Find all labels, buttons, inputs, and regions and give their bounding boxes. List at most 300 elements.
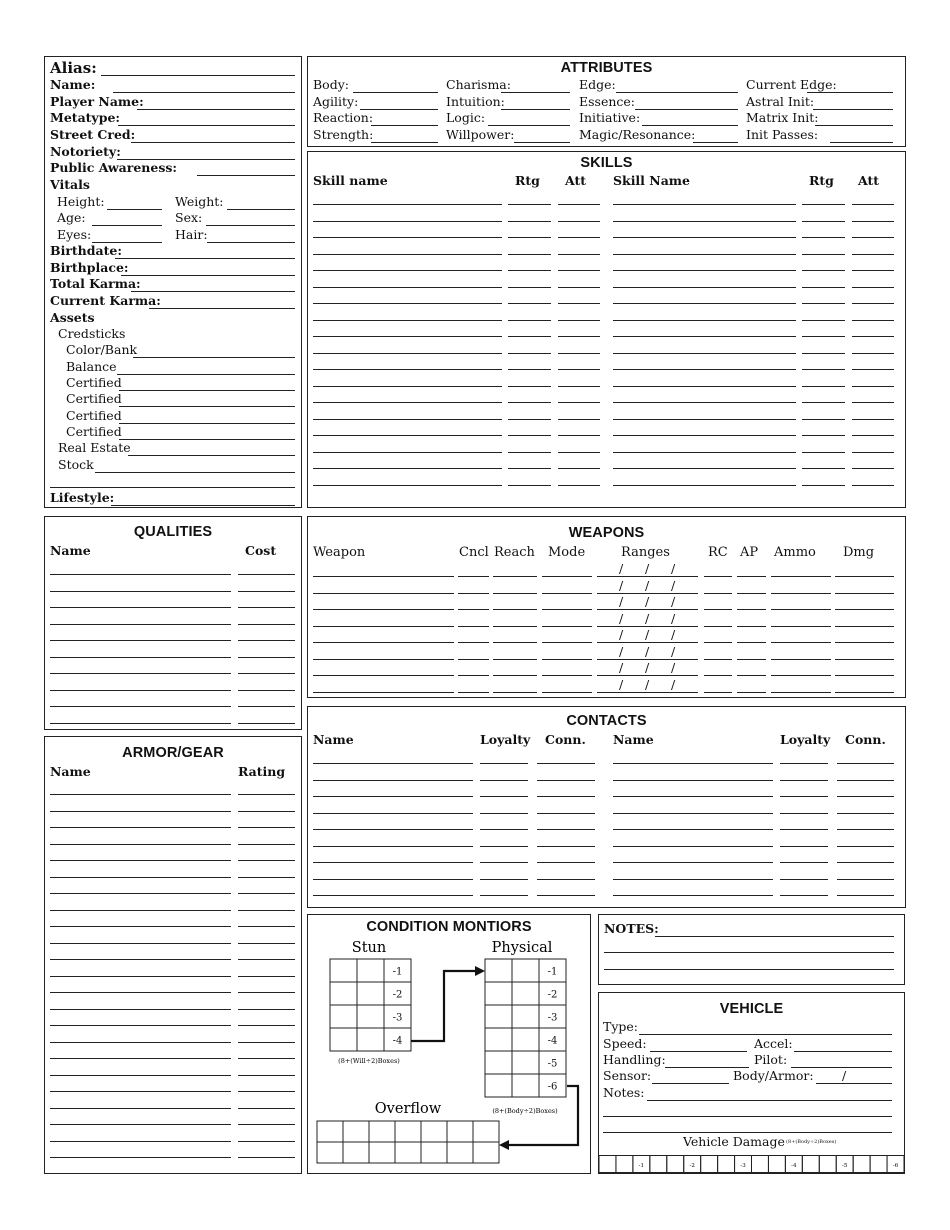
weapon-entry-line[interactable] bbox=[493, 609, 537, 610]
weapon-entry-line[interactable] bbox=[542, 642, 592, 643]
gear-name-line[interactable] bbox=[50, 943, 231, 944]
contact-entry-line[interactable] bbox=[837, 796, 894, 797]
certified-field-2[interactable] bbox=[119, 406, 295, 407]
contact-entry-line[interactable] bbox=[780, 780, 828, 781]
weapon-entry-line[interactable] bbox=[737, 609, 766, 610]
contact-entry-line[interactable] bbox=[613, 796, 773, 797]
contact-entry-line[interactable] bbox=[780, 796, 828, 797]
gear-rating-line[interactable] bbox=[238, 1075, 295, 1076]
weapon-entry-line[interactable] bbox=[313, 675, 454, 676]
lifestyle-field[interactable] bbox=[111, 505, 295, 506]
contact-entry-line[interactable] bbox=[537, 862, 595, 863]
public-awareness-field[interactable] bbox=[197, 175, 295, 176]
skill-entry-line[interactable] bbox=[313, 303, 502, 304]
quality-name-line[interactable] bbox=[50, 607, 231, 608]
contact-entry-line[interactable] bbox=[480, 862, 528, 863]
skill-entry-line[interactable] bbox=[313, 468, 502, 469]
gear-rating-line[interactable] bbox=[238, 811, 295, 812]
contact-entry-line[interactable] bbox=[537, 829, 595, 830]
gear-rating-line[interactable] bbox=[238, 1058, 295, 1059]
weapon-entry-line[interactable] bbox=[704, 626, 732, 627]
contact-entry-line[interactable] bbox=[537, 796, 595, 797]
skill-entry-line[interactable] bbox=[852, 402, 894, 403]
contact-entry-line[interactable] bbox=[780, 895, 828, 896]
gear-rating-line[interactable] bbox=[238, 1108, 295, 1109]
contact-entry-line[interactable] bbox=[837, 813, 894, 814]
notes-line[interactable] bbox=[604, 969, 894, 970]
skill-entry-line[interactable] bbox=[313, 353, 502, 354]
skill-entry-line[interactable] bbox=[852, 237, 894, 238]
gear-name-line[interactable] bbox=[50, 1009, 231, 1010]
attribute-field[interactable] bbox=[501, 109, 570, 110]
weapon-entry-line[interactable] bbox=[493, 692, 537, 693]
skill-entry-line[interactable] bbox=[558, 353, 600, 354]
skill-entry-line[interactable] bbox=[613, 386, 796, 387]
gear-rating-line[interactable] bbox=[238, 992, 295, 993]
gear-rating-line[interactable] bbox=[238, 926, 295, 927]
attribute-field[interactable] bbox=[815, 125, 893, 126]
skill-entry-line[interactable] bbox=[613, 254, 796, 255]
skill-entry-line[interactable] bbox=[802, 435, 845, 436]
weapon-entry-line[interactable] bbox=[493, 576, 537, 577]
skill-entry-line[interactable] bbox=[852, 254, 894, 255]
contact-entry-line[interactable] bbox=[780, 763, 828, 764]
skill-entry-line[interactable] bbox=[313, 320, 502, 321]
attribute-field[interactable] bbox=[501, 92, 570, 93]
skill-entry-line[interactable] bbox=[558, 303, 600, 304]
contact-entry-line[interactable] bbox=[837, 763, 894, 764]
gear-rating-line[interactable] bbox=[238, 794, 295, 795]
weapon-entry-line[interactable] bbox=[835, 626, 894, 627]
skill-entry-line[interactable] bbox=[613, 204, 796, 205]
gear-name-line[interactable] bbox=[50, 844, 231, 845]
weapon-entry-line[interactable] bbox=[771, 626, 831, 627]
weapon-entry-line[interactable] bbox=[313, 576, 454, 577]
skill-entry-line[interactable] bbox=[558, 270, 600, 271]
skill-entry-line[interactable] bbox=[613, 221, 796, 222]
quality-name-line[interactable] bbox=[50, 624, 231, 625]
contact-entry-line[interactable] bbox=[480, 829, 528, 830]
player-name-field[interactable] bbox=[137, 109, 295, 110]
skill-entry-line[interactable] bbox=[613, 287, 796, 288]
skill-entry-line[interactable] bbox=[558, 254, 600, 255]
weapon-entry-line[interactable] bbox=[542, 593, 592, 594]
height-field[interactable] bbox=[107, 209, 162, 210]
skill-entry-line[interactable] bbox=[508, 402, 551, 403]
contact-entry-line[interactable] bbox=[613, 829, 773, 830]
weapon-entry-line[interactable] bbox=[771, 675, 831, 676]
vehicle-type-field[interactable] bbox=[639, 1034, 892, 1035]
birthdate-field[interactable] bbox=[115, 258, 295, 259]
vehicle-notes-line[interactable] bbox=[603, 1132, 892, 1133]
current-karma-field[interactable] bbox=[149, 308, 295, 309]
quality-name-line[interactable] bbox=[50, 640, 231, 641]
skill-entry-line[interactable] bbox=[313, 435, 502, 436]
contact-entry-line[interactable] bbox=[837, 846, 894, 847]
skill-entry-line[interactable] bbox=[613, 435, 796, 436]
weapon-entry-line[interactable] bbox=[313, 626, 454, 627]
color-bank-field[interactable] bbox=[133, 357, 295, 358]
total-karma-field[interactable] bbox=[131, 291, 295, 292]
contact-entry-line[interactable] bbox=[613, 879, 773, 880]
contact-entry-line[interactable] bbox=[613, 763, 773, 764]
skill-entry-line[interactable] bbox=[802, 221, 845, 222]
contact-entry-line[interactable] bbox=[837, 895, 894, 896]
name-field[interactable] bbox=[113, 92, 295, 93]
attribute-field[interactable] bbox=[830, 142, 893, 143]
gear-name-line[interactable] bbox=[50, 910, 231, 911]
gear-name-line[interactable] bbox=[50, 893, 231, 894]
gear-rating-line[interactable] bbox=[238, 1124, 295, 1125]
skill-entry-line[interactable] bbox=[508, 336, 551, 337]
skill-entry-line[interactable] bbox=[802, 204, 845, 205]
certified-field-1[interactable] bbox=[119, 390, 295, 391]
gear-name-line[interactable] bbox=[50, 827, 231, 828]
contact-entry-line[interactable] bbox=[313, 846, 473, 847]
skill-entry-line[interactable] bbox=[852, 468, 894, 469]
weapon-entry-line[interactable] bbox=[458, 692, 489, 693]
skill-entry-line[interactable] bbox=[613, 320, 796, 321]
contact-entry-line[interactable] bbox=[780, 879, 828, 880]
contact-entry-line[interactable] bbox=[313, 780, 473, 781]
contact-entry-line[interactable] bbox=[480, 813, 528, 814]
skill-entry-line[interactable] bbox=[613, 452, 796, 453]
quality-name-line[interactable] bbox=[50, 574, 231, 575]
skill-entry-line[interactable] bbox=[802, 369, 845, 370]
gear-rating-line[interactable] bbox=[238, 1141, 295, 1142]
weapon-entry-line[interactable] bbox=[737, 576, 766, 577]
skill-entry-line[interactable] bbox=[558, 485, 600, 486]
weapon-entry-line[interactable] bbox=[542, 692, 592, 693]
skill-entry-line[interactable] bbox=[802, 303, 845, 304]
contact-entry-line[interactable] bbox=[837, 862, 894, 863]
gear-rating-line[interactable] bbox=[238, 1025, 295, 1026]
quality-cost-line[interactable] bbox=[238, 657, 295, 658]
skill-entry-line[interactable] bbox=[802, 452, 845, 453]
skill-entry-line[interactable] bbox=[802, 402, 845, 403]
skill-entry-line[interactable] bbox=[558, 237, 600, 238]
weapon-entry-line[interactable] bbox=[835, 692, 894, 693]
weapon-entry-line[interactable] bbox=[493, 593, 537, 594]
weapon-entry-line[interactable] bbox=[458, 642, 489, 643]
contact-entry-line[interactable] bbox=[613, 813, 773, 814]
weapon-entry-line[interactable] bbox=[458, 576, 489, 577]
skill-entry-line[interactable] bbox=[802, 287, 845, 288]
weight-field[interactable] bbox=[227, 209, 295, 210]
balance-field[interactable] bbox=[117, 374, 295, 375]
gear-rating-line[interactable] bbox=[238, 1157, 295, 1158]
weapon-entry-line[interactable] bbox=[771, 692, 831, 693]
attribute-field[interactable] bbox=[488, 125, 570, 126]
skill-entry-line[interactable] bbox=[613, 468, 796, 469]
quality-cost-line[interactable] bbox=[238, 591, 295, 592]
contact-entry-line[interactable] bbox=[837, 780, 894, 781]
gear-rating-line[interactable] bbox=[238, 959, 295, 960]
skill-entry-line[interactable] bbox=[558, 320, 600, 321]
contact-entry-line[interactable] bbox=[613, 895, 773, 896]
attribute-field[interactable] bbox=[371, 142, 438, 143]
gear-name-line[interactable] bbox=[50, 877, 231, 878]
skill-entry-line[interactable] bbox=[558, 204, 600, 205]
weapon-entry-line[interactable] bbox=[542, 675, 592, 676]
vehicle-accel-field[interactable] bbox=[794, 1051, 892, 1052]
weapon-entry-line[interactable] bbox=[737, 626, 766, 627]
contact-entry-line[interactable] bbox=[313, 763, 473, 764]
contact-entry-line[interactable] bbox=[837, 879, 894, 880]
gear-name-line[interactable] bbox=[50, 1157, 231, 1158]
weapon-entry-line[interactable] bbox=[771, 642, 831, 643]
skill-entry-line[interactable] bbox=[558, 221, 600, 222]
skill-entry-line[interactable] bbox=[558, 336, 600, 337]
weapon-entry-line[interactable] bbox=[542, 576, 592, 577]
attribute-field[interactable] bbox=[642, 125, 738, 126]
gear-rating-line[interactable] bbox=[238, 844, 295, 845]
skill-entry-line[interactable] bbox=[852, 369, 894, 370]
skill-entry-line[interactable] bbox=[802, 237, 845, 238]
weapon-entry-line[interactable] bbox=[493, 642, 537, 643]
weapon-entry-line[interactable] bbox=[493, 626, 537, 627]
skill-entry-line[interactable] bbox=[613, 303, 796, 304]
weapon-entry-line[interactable] bbox=[704, 642, 732, 643]
real-estate-field[interactable] bbox=[128, 455, 295, 456]
gear-name-line[interactable] bbox=[50, 1124, 231, 1125]
gear-rating-line[interactable] bbox=[238, 877, 295, 878]
vehicle-notes-field[interactable] bbox=[647, 1100, 892, 1101]
skill-entry-line[interactable] bbox=[558, 287, 600, 288]
contact-entry-line[interactable] bbox=[613, 780, 773, 781]
skill-entry-line[interactable] bbox=[508, 254, 551, 255]
skill-entry-line[interactable] bbox=[802, 270, 845, 271]
contact-entry-line[interactable] bbox=[313, 895, 473, 896]
contact-entry-line[interactable] bbox=[537, 846, 595, 847]
gear-rating-line[interactable] bbox=[238, 1091, 295, 1092]
skill-entry-line[interactable] bbox=[508, 204, 551, 205]
weapon-entry-line[interactable] bbox=[771, 609, 831, 610]
skill-entry-line[interactable] bbox=[802, 419, 845, 420]
skill-entry-line[interactable] bbox=[313, 254, 502, 255]
weapon-entry-line[interactable] bbox=[542, 609, 592, 610]
notes-line[interactable] bbox=[655, 936, 894, 937]
contact-entry-line[interactable] bbox=[537, 780, 595, 781]
weapon-entry-line[interactable] bbox=[458, 675, 489, 676]
weapon-entry-line[interactable] bbox=[737, 692, 766, 693]
certified-field-3[interactable] bbox=[119, 423, 295, 424]
weapon-entry-line[interactable] bbox=[704, 593, 732, 594]
quality-name-line[interactable] bbox=[50, 723, 231, 724]
skill-entry-line[interactable] bbox=[802, 485, 845, 486]
skill-entry-line[interactable] bbox=[613, 237, 796, 238]
gear-rating-line[interactable] bbox=[238, 910, 295, 911]
skill-entry-line[interactable] bbox=[313, 402, 502, 403]
skill-entry-line[interactable] bbox=[802, 336, 845, 337]
skill-entry-line[interactable] bbox=[313, 452, 502, 453]
skill-entry-line[interactable] bbox=[313, 485, 502, 486]
gear-rating-line[interactable] bbox=[238, 860, 295, 861]
weapon-ranges-line[interactable] bbox=[597, 576, 698, 577]
sex-field[interactable] bbox=[206, 225, 295, 226]
skill-entry-line[interactable] bbox=[852, 452, 894, 453]
weapon-entry-line[interactable] bbox=[458, 593, 489, 594]
skill-entry-line[interactable] bbox=[508, 369, 551, 370]
certified-field-4[interactable] bbox=[119, 439, 295, 440]
weapon-entry-line[interactable] bbox=[771, 659, 831, 660]
skill-entry-line[interactable] bbox=[852, 435, 894, 436]
weapon-entry-line[interactable] bbox=[493, 659, 537, 660]
weapon-entry-line[interactable] bbox=[771, 576, 831, 577]
skill-entry-line[interactable] bbox=[613, 419, 796, 420]
contact-entry-line[interactable] bbox=[780, 813, 828, 814]
weapon-entry-line[interactable] bbox=[835, 675, 894, 676]
skill-entry-line[interactable] bbox=[313, 419, 502, 420]
skill-entry-line[interactable] bbox=[508, 320, 551, 321]
attribute-field[interactable] bbox=[353, 92, 438, 93]
contact-entry-line[interactable] bbox=[313, 796, 473, 797]
quality-cost-line[interactable] bbox=[238, 607, 295, 608]
skill-entry-line[interactable] bbox=[852, 221, 894, 222]
contact-entry-line[interactable] bbox=[480, 796, 528, 797]
weapon-ranges-line[interactable] bbox=[597, 692, 698, 693]
contact-entry-line[interactable] bbox=[613, 846, 773, 847]
weapon-entry-line[interactable] bbox=[313, 692, 454, 693]
gear-name-line[interactable] bbox=[50, 959, 231, 960]
weapon-entry-line[interactable] bbox=[313, 609, 454, 610]
vehicle-notes-line[interactable] bbox=[603, 1116, 892, 1117]
quality-name-line[interactable] bbox=[50, 657, 231, 658]
weapon-entry-line[interactable] bbox=[704, 576, 732, 577]
skill-entry-line[interactable] bbox=[313, 221, 502, 222]
weapon-entry-line[interactable] bbox=[542, 626, 592, 627]
contact-entry-line[interactable] bbox=[837, 829, 894, 830]
weapon-entry-line[interactable] bbox=[313, 642, 454, 643]
gear-name-line[interactable] bbox=[50, 1058, 231, 1059]
skill-entry-line[interactable] bbox=[558, 452, 600, 453]
skill-entry-line[interactable] bbox=[613, 336, 796, 337]
skill-entry-line[interactable] bbox=[313, 204, 502, 205]
contact-entry-line[interactable] bbox=[780, 829, 828, 830]
weapon-entry-line[interactable] bbox=[704, 609, 732, 610]
weapon-entry-line[interactable] bbox=[704, 675, 732, 676]
quality-name-line[interactable] bbox=[50, 690, 231, 691]
contact-entry-line[interactable] bbox=[480, 780, 528, 781]
skill-entry-line[interactable] bbox=[802, 254, 845, 255]
gear-name-line[interactable] bbox=[50, 1075, 231, 1076]
skill-entry-line[interactable] bbox=[313, 369, 502, 370]
weapon-entry-line[interactable] bbox=[737, 675, 766, 676]
contact-entry-line[interactable] bbox=[780, 846, 828, 847]
attribute-field[interactable] bbox=[371, 125, 438, 126]
skill-entry-line[interactable] bbox=[852, 320, 894, 321]
skill-entry-line[interactable] bbox=[313, 270, 502, 271]
attribute-field[interactable] bbox=[693, 142, 738, 143]
weapon-entry-line[interactable] bbox=[737, 659, 766, 660]
attribute-field[interactable] bbox=[635, 109, 738, 110]
contact-entry-line[interactable] bbox=[780, 862, 828, 863]
skill-entry-line[interactable] bbox=[508, 270, 551, 271]
skill-entry-line[interactable] bbox=[852, 419, 894, 420]
assets-extra-line[interactable] bbox=[50, 487, 295, 488]
skill-entry-line[interactable] bbox=[558, 435, 600, 436]
quality-name-line[interactable] bbox=[50, 706, 231, 707]
notes-line[interactable] bbox=[604, 952, 894, 953]
quality-cost-line[interactable] bbox=[238, 690, 295, 691]
quality-name-line[interactable] bbox=[50, 591, 231, 592]
skill-entry-line[interactable] bbox=[558, 386, 600, 387]
skill-entry-line[interactable] bbox=[508, 419, 551, 420]
contact-entry-line[interactable] bbox=[537, 813, 595, 814]
weapon-entry-line[interactable] bbox=[771, 593, 831, 594]
weapon-ranges-line[interactable] bbox=[597, 609, 698, 610]
skill-entry-line[interactable] bbox=[802, 386, 845, 387]
contact-entry-line[interactable] bbox=[480, 763, 528, 764]
contact-entry-line[interactable] bbox=[613, 862, 773, 863]
skill-entry-line[interactable] bbox=[613, 485, 796, 486]
contact-entry-line[interactable] bbox=[480, 895, 528, 896]
skill-entry-line[interactable] bbox=[613, 270, 796, 271]
skill-entry-line[interactable] bbox=[558, 369, 600, 370]
quality-cost-line[interactable] bbox=[238, 673, 295, 674]
weapon-entry-line[interactable] bbox=[542, 659, 592, 660]
vehicle-sensor-field[interactable] bbox=[652, 1083, 729, 1084]
skill-entry-line[interactable] bbox=[558, 419, 600, 420]
weapon-ranges-line[interactable] bbox=[597, 642, 698, 643]
weapon-entry-line[interactable] bbox=[493, 675, 537, 676]
quality-name-line[interactable] bbox=[50, 673, 231, 674]
skill-entry-line[interactable] bbox=[508, 287, 551, 288]
gear-rating-line[interactable] bbox=[238, 827, 295, 828]
gear-name-line[interactable] bbox=[50, 811, 231, 812]
metatype-field[interactable] bbox=[118, 125, 295, 126]
attribute-field[interactable] bbox=[813, 109, 893, 110]
weapon-entry-line[interactable] bbox=[835, 609, 894, 610]
contact-entry-line[interactable] bbox=[313, 813, 473, 814]
skill-entry-line[interactable] bbox=[852, 485, 894, 486]
skill-entry-line[interactable] bbox=[508, 386, 551, 387]
quality-cost-line[interactable] bbox=[238, 640, 295, 641]
gear-name-line[interactable] bbox=[50, 794, 231, 795]
skill-entry-line[interactable] bbox=[508, 353, 551, 354]
skill-entry-line[interactable] bbox=[852, 287, 894, 288]
contact-entry-line[interactable] bbox=[313, 862, 473, 863]
alias-field[interactable] bbox=[101, 75, 295, 76]
vehicle-body-armor-field[interactable] bbox=[816, 1083, 892, 1084]
weapon-entry-line[interactable] bbox=[313, 659, 454, 660]
weapon-entry-line[interactable] bbox=[458, 609, 489, 610]
gear-rating-line[interactable] bbox=[238, 893, 295, 894]
gear-rating-line[interactable] bbox=[238, 1009, 295, 1010]
quality-cost-line[interactable] bbox=[238, 723, 295, 724]
birthplace-field[interactable] bbox=[121, 275, 295, 276]
weapon-entry-line[interactable] bbox=[458, 626, 489, 627]
skill-entry-line[interactable] bbox=[313, 386, 502, 387]
gear-name-line[interactable] bbox=[50, 1141, 231, 1142]
skill-entry-line[interactable] bbox=[508, 485, 551, 486]
contact-entry-line[interactable] bbox=[537, 763, 595, 764]
contact-entry-line[interactable] bbox=[537, 879, 595, 880]
skill-entry-line[interactable] bbox=[508, 221, 551, 222]
skill-entry-line[interactable] bbox=[613, 402, 796, 403]
skill-entry-line[interactable] bbox=[802, 468, 845, 469]
skill-entry-line[interactable] bbox=[852, 353, 894, 354]
quality-cost-line[interactable] bbox=[238, 706, 295, 707]
skill-entry-line[interactable] bbox=[613, 353, 796, 354]
weapon-ranges-line[interactable] bbox=[597, 675, 698, 676]
attribute-field[interactable] bbox=[514, 142, 570, 143]
weapon-entry-line[interactable] bbox=[704, 692, 732, 693]
contact-entry-line[interactable] bbox=[313, 879, 473, 880]
weapon-entry-line[interactable] bbox=[835, 642, 894, 643]
skill-entry-line[interactable] bbox=[508, 435, 551, 436]
weapon-entry-line[interactable] bbox=[737, 642, 766, 643]
